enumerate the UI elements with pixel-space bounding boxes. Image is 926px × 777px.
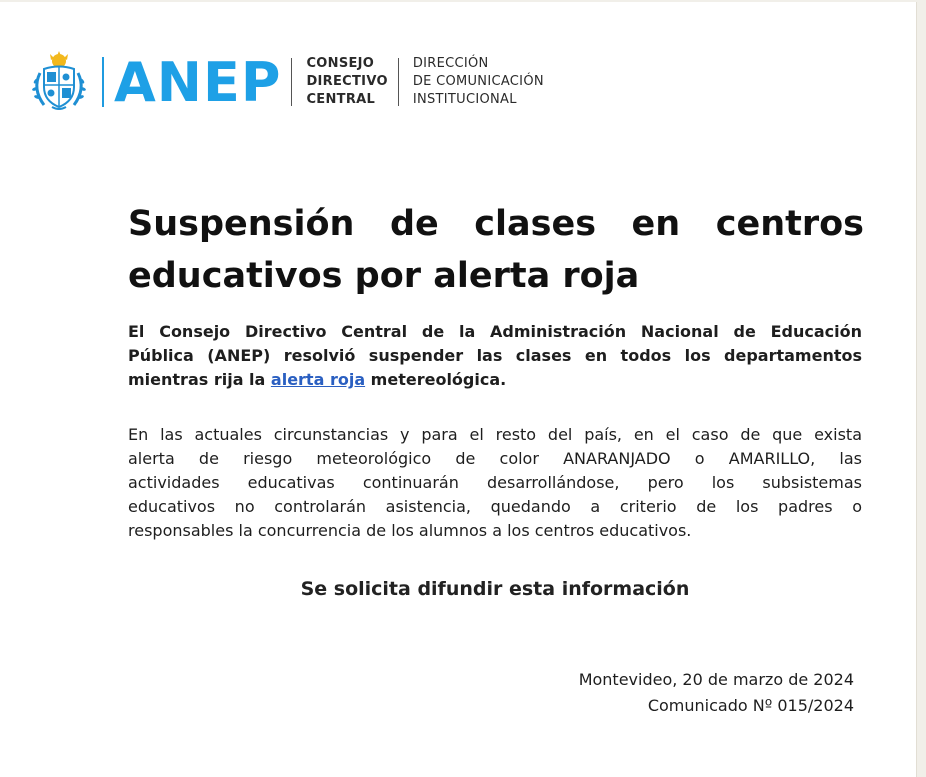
council-line: DIRECTIVO (306, 74, 388, 89)
communique-number: Comunicado Nº 015/2024 (647, 696, 854, 715)
paragraph-line: actividades educativas continuarán desarrollándose, pero los subsistemas (128, 473, 862, 492)
paragraph-line: educativos no controlarán asistencia, quedando a criterio de los padres o (128, 497, 862, 516)
title-line-1: Suspensión de clases en centros (128, 204, 864, 244)
direction-line: DIRECCIÓN (412, 56, 489, 71)
council-divider (291, 58, 292, 106)
document-title (128, 198, 864, 302)
anep-logo: ANEP (114, 51, 282, 114)
alerta-roja-link[interactable]: alerta roja (270, 370, 366, 389)
council-name (306, 55, 387, 109)
paragraph-line (128, 368, 862, 392)
resolution-paragraph (128, 320, 862, 392)
title-line-2: educativos por alerta roja (128, 256, 640, 296)
letterhead (28, 46, 544, 118)
circumstances-paragraph (128, 423, 862, 543)
paragraph-line: En las actuales circunstancias y para el resto del país, en el caso de que exista (128, 425, 862, 444)
paragraph-line: alerta de riesgo meteorológico de color ANARANJADO o AMARILLO, las (128, 449, 862, 468)
direction-name (413, 55, 544, 109)
direction-line: INSTITUCIONAL (412, 92, 517, 107)
logo-divider (102, 57, 104, 107)
paragraph-line: Pública (ANEP) resolvió suspender las clases en todos los departamentos (128, 346, 862, 365)
paragraph-text: mientras rija la (128, 370, 271, 389)
direction-divider (398, 58, 399, 106)
dissemination-request: Se solicita difundir esta información (300, 578, 690, 600)
document-page (0, 2, 917, 777)
place-date: Montevideo, 20 de marzo de 2024 (578, 670, 854, 689)
uruguay-coat-of-arms-icon (28, 51, 90, 113)
signoff (579, 667, 854, 719)
direction-line: DE COMUNICACIÓN (412, 74, 544, 89)
council-line: CONSEJO (306, 56, 375, 71)
paragraph-line: responsables la concurrencia de los alumnos a los centros educativos. (128, 521, 692, 540)
paragraph-text: metereológica. (365, 370, 507, 389)
council-line: CENTRAL (306, 92, 376, 107)
paragraph-line: El Consejo Directivo Central de la Administración Nacional de Educación (128, 322, 862, 341)
